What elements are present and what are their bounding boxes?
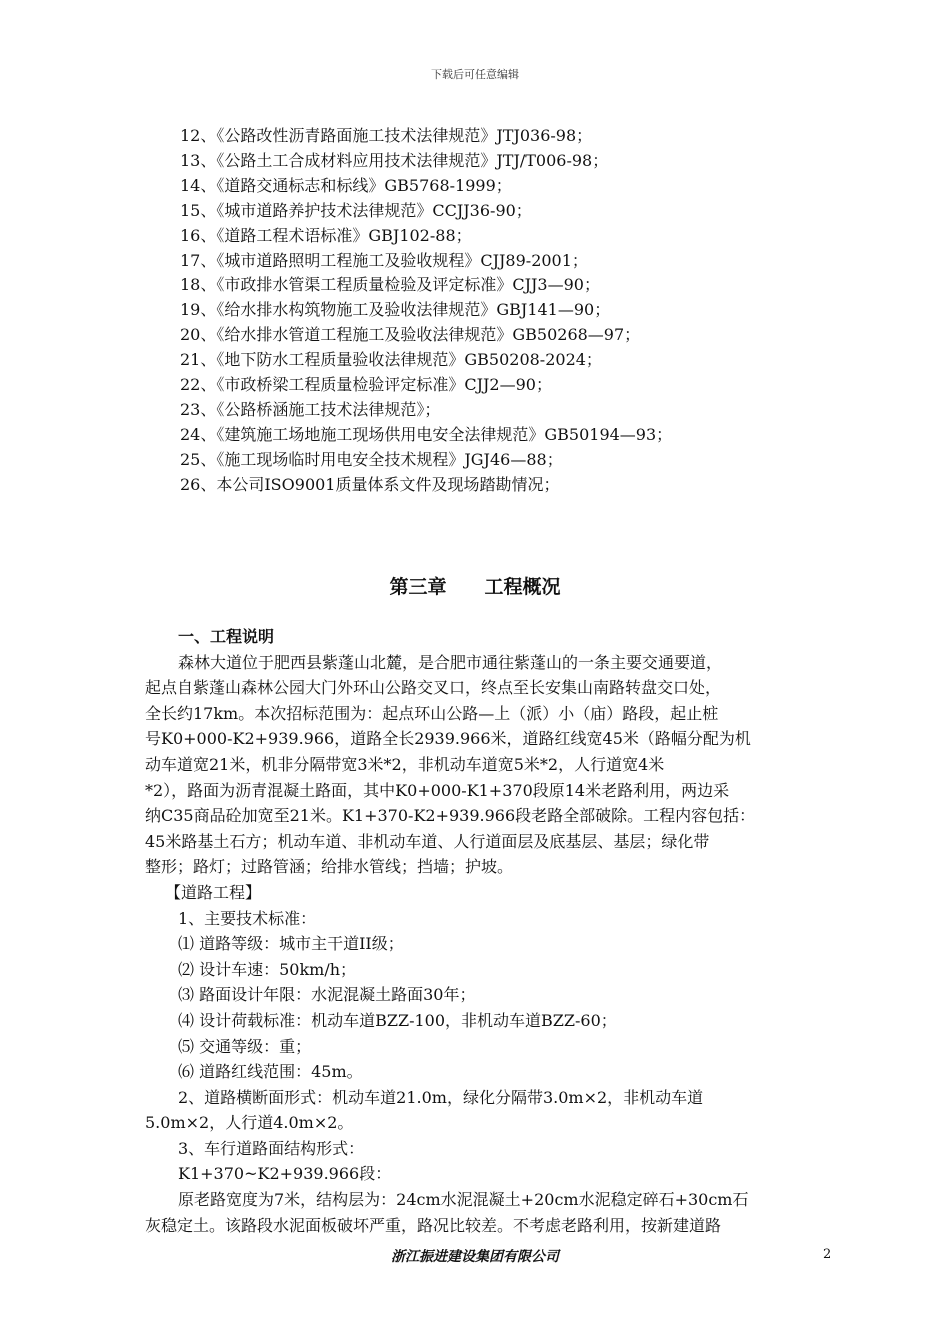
standard-item: ⑴ 道路等级：城市主干道II级； [178, 934, 404, 954]
paragraph-line: *2），路面为沥青混凝土路面，其中K0+000-K1+370段原14米老路利用，两边采 [145, 780, 730, 800]
section-body [145, 624, 833, 1238]
paragraph-line: 纳C35商品砼加宽至21米。K1+370-K2+939.966段老路全部破除。工程内容包括： [145, 806, 756, 826]
header-note: 下载后可任意编辑 [431, 68, 519, 81]
standard-item: ⑷ 设计荷载标准：机动车道BZZ-100，非机动车道BZZ-60； [178, 1010, 617, 1030]
section-heading: 一、工程说明 [178, 627, 275, 646]
reference-item: 12、《公路改性沥青路面施工技术法律规范》JTJ036-98； [180, 126, 593, 145]
reference-item: 19、《给水排水构筑物施工及验收法律规范》GBJ141—90； [180, 300, 611, 320]
paragraph-line: 森林大道位于肥西县紫蓬山北麓，是合肥市通往紫蓬山的一条主要交通要道， [178, 652, 723, 672]
reference-item: 13、《公路土工合成材料应用技术法律规范》JTJ/T006-98； [180, 150, 609, 170]
cross-section-line: 2、道路横断面形式：机动车道21.0m，绿化分隔带3.0m×2，非机动车道 [178, 1087, 704, 1107]
reference-item: 15、《城市道路养护技术法律规范》CCJJ36-90； [180, 200, 532, 220]
segment-label: K1+370~K2+939.966段： [178, 1164, 392, 1184]
reference-item: 14、《道路交通标志和标线》GB5768-1999； [180, 175, 512, 195]
paragraph-line: 号K0+000-K2+939.966，道路全长2939.966米，道路红线宽45米（路幅分配为机 [145, 729, 751, 749]
old-road-line: 原老路宽度为7米，结构层为：24cm水泥混凝土+20cm水泥稳定碎石+30cm石 [178, 1190, 749, 1210]
road-engineering-label: 【道路工程】 [165, 882, 262, 902]
standard-item: ⑹ 道路红线范围：45m。 [178, 1062, 363, 1082]
cross-section-line: 5.0m×2，人行道4.0m×2。 [145, 1113, 354, 1133]
reference-item: 20、《给水排水管道工程施工及验收法律规范》GB50268—97； [180, 325, 641, 345]
standard-item: ⑶ 路面设计年限：水泥混凝土路面30年； [178, 985, 476, 1005]
old-road-line: 灰稳定土。该路段水泥面板破坏严重，路况比较差。不考虑老路利用，按新建道路 [145, 1215, 722, 1235]
reference-item: 24、《建筑施工场地施工现场供用电安全法律规范》GB50194—93； [180, 424, 673, 444]
chapter-number: 第三章 [389, 576, 447, 598]
reference-list [180, 124, 880, 498]
paragraph-line: 起点自紫蓬山森林公园大门外环山公路交叉口，终点至长安集山南路转盘交口处， [145, 678, 722, 698]
paragraph-line: 动车道宽21米，机非分隔带宽3米*2，非机动车道宽5米*2，人行道宽4米 [145, 754, 665, 774]
paragraph-line: 整形；路灯；过路管涵；给排水管线；挡墙；护坡。 [145, 857, 514, 877]
standard-item: ⑸ 交通等级：重； [178, 1036, 312, 1056]
structure-heading: 3、车行道路面结构形式： [178, 1138, 365, 1158]
page-number: 2 [823, 1247, 832, 1262]
reference-item: 18、《市政排水管渠工程质量检验及评定标准》CJJ3—90； [180, 275, 600, 295]
chapter-title [0, 572, 950, 599]
chapter-name: 工程概况 [484, 576, 561, 598]
reference-item: 26、本公司ISO9001质量体系文件及现场踏勘情况； [180, 474, 560, 494]
reference-item: 25、《施工现场临时用电安全技术规程》JGJ46—88； [180, 449, 563, 469]
reference-item: 21、《地下防水工程质量验收法律规范》GB50208-2024； [180, 350, 602, 370]
reference-item: 17、《城市道路照明工程施工及验收规程》CJJ89-2001； [180, 250, 588, 270]
footer-company: 浙江振进建设集团有限公司 [391, 1249, 559, 1265]
standard-item: ⑵ 设计车速：50km/h； [178, 959, 357, 979]
reference-item: 22、《市政桥梁工程质量检验评定标准》CJJ2—90； [180, 375, 552, 395]
paragraph-line: 全长约17km。本次招标范围为：起点环山公路—上（派）小（庙）路段，起止桩 [145, 703, 719, 723]
paragraph-line: 45米路基土石方；机动车道、非机动车道、人行道面层及底基层、基层；绿化带 [145, 831, 710, 851]
standards-heading: 1、主要技术标准： [178, 908, 317, 928]
reference-item: 16、《道路工程术语标准》GBJ102-88； [180, 225, 472, 245]
reference-item: 23、《公路桥涵施工技术法律规范》； [180, 399, 441, 419]
